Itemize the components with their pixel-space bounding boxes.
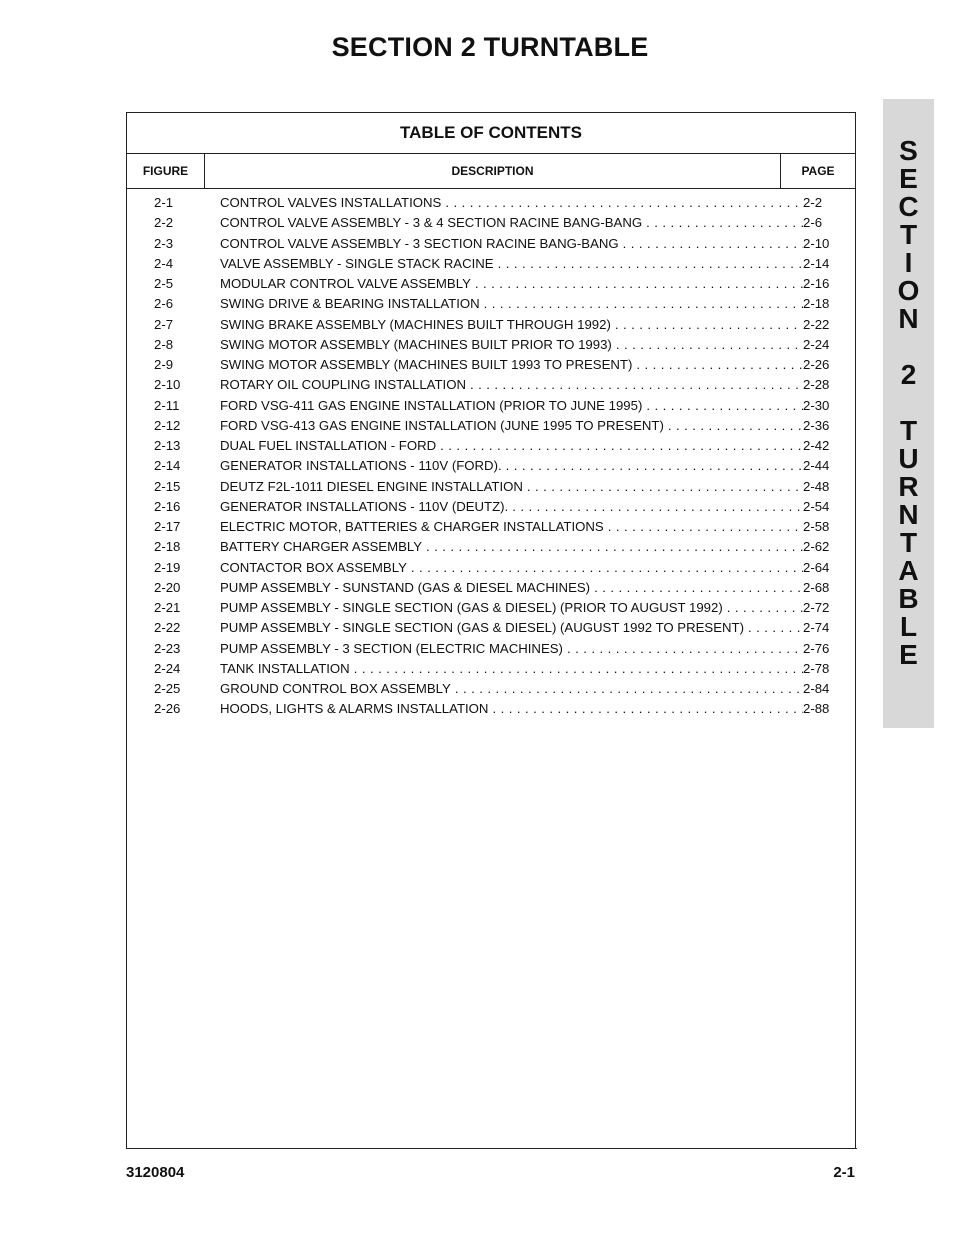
page-number: 2-1	[833, 1164, 855, 1181]
toc-entry-description: PUMP ASSEMBLY - SINGLE SECTION (GAS & DIESEL) (AUGUST 1992 TO PRESENT) . . .	[220, 618, 803, 638]
toc-entry[interactable]	[127, 436, 855, 456]
toc-entry[interactable]	[127, 537, 855, 557]
toc-entry-description: HOODS, LIGHTS & ALARMS INSTALLATION . . .	[220, 699, 803, 719]
column-header-figure: FIGURE	[127, 154, 205, 188]
side-tab-letter: S	[899, 135, 918, 166]
toc-entry-description: PUMP ASSEMBLY - SUNSTAND (GAS & DIESEL MACHINES) . . .	[220, 578, 803, 598]
toc-entry[interactable]	[127, 598, 855, 618]
toc-entry-description: VALVE ASSEMBLY - SINGLE STACK RACINE . . .	[220, 254, 803, 274]
toc-entry-figure: 2-20	[154, 579, 181, 595]
side-tab-letter: R	[898, 471, 919, 502]
toc-entry-figure: 2-9	[154, 357, 174, 372]
toc-entry-page: 2-44	[803, 456, 829, 476]
toc-entry-figure: 2-4	[154, 255, 174, 271]
toc-entry-page: 2-72	[803, 598, 829, 618]
column-header-page: PAGE	[801, 164, 835, 178]
toc-entry-description: PUMP ASSEMBLY - 3 SECTION (ELECTRIC MACHINES) . . .	[220, 639, 803, 659]
toc-entry-description: SWING MOTOR ASSEMBLY (MACHINES BUILT PRIOR TO 1993) . . .	[220, 335, 803, 355]
toc-entry-page: 2-10	[803, 234, 829, 254]
toc-heading: TABLE OF CONTENTS	[127, 113, 855, 154]
toc-entry-figure: 2-24	[154, 660, 181, 676]
toc-entry-page: 2-2	[803, 193, 822, 213]
toc-entry[interactable]	[127, 699, 855, 719]
toc-entry[interactable]	[127, 578, 855, 598]
toc-entry-page: 2-84	[803, 679, 829, 699]
side-tab-letter: U	[898, 443, 919, 474]
toc-entry[interactable]	[127, 355, 855, 375]
toc-entry-description: MODULAR CONTROL VALVE ASSEMBLY . . .	[220, 274, 803, 294]
toc-entry[interactable]	[127, 213, 855, 233]
toc-entry[interactable]	[127, 659, 855, 679]
toc-entry-page: 2-48	[803, 477, 829, 497]
toc-entry-figure: 2-25	[154, 681, 181, 696]
toc-entry[interactable]	[127, 558, 855, 578]
section-side-tab	[883, 99, 934, 728]
toc-entry-page: 2-76	[803, 639, 829, 659]
document-number: 3120804	[126, 1164, 185, 1181]
toc-entry-figure: 2-21	[154, 600, 181, 615]
toc-entry-description: GROUND CONTROL BOX ASSEMBLY . . .	[220, 679, 803, 699]
toc-entry[interactable]	[127, 618, 855, 638]
toc-entry-figure: 2-3	[154, 235, 174, 251]
toc-entry[interactable]	[127, 234, 855, 254]
toc-entry[interactable]	[127, 294, 855, 314]
toc-entry-description: CONTROL VALVE ASSEMBLY - 3 SECTION RACINE BANG-BANG . . .	[220, 234, 803, 254]
toc-entry[interactable]	[127, 639, 855, 659]
toc-entry[interactable]	[127, 477, 855, 497]
toc-entry-description: FORD VSG-413 GAS ENGINE INSTALLATION (JUNE 1995 TO PRESENT) . . .	[220, 416, 803, 436]
toc-entry-figure: 2-15	[154, 478, 181, 494]
side-tab-letter: N	[898, 303, 919, 334]
toc-entry-figure: 2-12	[154, 417, 181, 433]
toc-entry-description: TANK INSTALLATION . . .	[220, 659, 803, 679]
toc-entry-page: 2-42	[803, 436, 829, 456]
toc-entry-page: 2-24	[803, 335, 829, 355]
toc-entry-page: 2-58	[803, 517, 829, 537]
column-header-description: DESCRIPTION	[205, 154, 781, 188]
side-tab-letter: B	[898, 583, 919, 614]
toc-entry-figure: 2-8	[154, 336, 174, 352]
toc-entry-page: 2-14	[803, 254, 829, 274]
toc-entry[interactable]	[127, 193, 855, 213]
toc-entry-description: PUMP ASSEMBLY - SINGLE SECTION (GAS & DIESEL) (PRIOR TO AUGUST 1992) . . .	[220, 598, 803, 618]
toc-entry-page: 2-6	[803, 213, 822, 233]
toc-entry-description: CONTROL VALVES INSTALLATIONS . . .	[220, 193, 803, 213]
toc-entry[interactable]	[127, 416, 855, 436]
toc-entry-figure: 2-14	[154, 458, 181, 474]
toc-entry-page: 2-78	[803, 659, 829, 679]
toc-entry-figure: 2-2	[154, 215, 174, 231]
toc-entry[interactable]	[127, 335, 855, 355]
toc-entry-page: 2-30	[803, 396, 829, 416]
side-tab-letter: T	[899, 527, 918, 558]
toc-entry-page: 2-74	[803, 618, 829, 638]
toc-entry-page: 2-64	[803, 558, 829, 578]
toc-entry-description: CONTROL VALVE ASSEMBLY - 3 & 4 SECTION RACINE BANG-BANG . . .	[220, 213, 803, 233]
side-tab-letter: N	[898, 499, 919, 530]
toc-entry-figure: 2-13	[154, 438, 181, 453]
toc-entry-figure: 2-1	[154, 195, 174, 210]
toc-entry-description: GENERATOR INSTALLATIONS - 110V (DEUTZ). . . .	[220, 497, 803, 517]
table-of-contents	[126, 112, 856, 1148]
toc-entry-page: 2-18	[803, 294, 829, 314]
toc-entry-figure: 2-19	[154, 559, 181, 575]
page-title: SECTION 2 TURNTABLE	[331, 32, 649, 62]
side-tab-letter: O	[897, 275, 920, 306]
toc-entry-description: BATTERY CHARGER ASSEMBLY . . .	[220, 537, 803, 557]
side-tab-letter: L	[899, 611, 918, 642]
toc-entry-description: SWING DRIVE & BEARING INSTALLATION . . .	[220, 294, 803, 314]
toc-entry-figure: 2-23	[154, 640, 181, 656]
footer-rule	[126, 1148, 857, 1149]
toc-entry-description: SWING BRAKE ASSEMBLY (MACHINES BUILT THROUGH 1992) . . .	[220, 315, 803, 335]
side-tab-letter: I	[904, 247, 913, 278]
toc-entry-figure: 2-5	[154, 276, 174, 291]
toc-entry-page: 2-62	[803, 537, 829, 557]
toc-entry-page: 2-28	[803, 375, 829, 395]
toc-entries	[127, 193, 855, 720]
toc-entry-figure: 2-6	[154, 296, 174, 312]
toc-entry[interactable]	[127, 396, 855, 416]
toc-entry[interactable]	[127, 274, 855, 294]
toc-entry-description: ELECTRIC MOTOR, BATTERIES & CHARGER INSTALLATIONS . . .	[220, 517, 803, 537]
toc-entry-description: DEUTZ F2L-1011 DIESEL ENGINE INSTALLATION . . .	[220, 477, 803, 497]
toc-entry[interactable]	[127, 375, 855, 395]
side-tab-letter: E	[899, 163, 918, 194]
toc-entry-page: 2-26	[803, 355, 829, 375]
toc-entry-page: 2-68	[803, 578, 829, 598]
side-tab-letter: C	[898, 191, 919, 222]
toc-entry-figure: 2-26	[154, 701, 181, 717]
toc-entry-figure: 2-22	[154, 620, 181, 636]
toc-entry-page: 2-36	[803, 416, 829, 436]
toc-entry[interactable]	[127, 254, 855, 274]
toc-entry-description: ROTARY OIL COUPLING INSTALLATION . . .	[220, 375, 803, 395]
side-tab-letter: 2	[900, 359, 917, 390]
side-tab-letter: T	[899, 219, 918, 250]
toc-entry[interactable]	[127, 456, 855, 476]
toc-entry[interactable]	[127, 679, 855, 699]
toc-entry-description: DUAL FUEL INSTALLATION - FORD . . .	[220, 436, 803, 456]
toc-entry-figure: 2-10	[154, 377, 181, 393]
toc-column-headers	[127, 154, 855, 189]
toc-entry[interactable]	[127, 517, 855, 537]
toc-entry-figure: 2-18	[154, 539, 181, 555]
toc-entry-page: 2-88	[803, 699, 829, 719]
toc-entry-figure: 2-16	[154, 498, 181, 514]
toc-entry-figure: 2-17	[154, 519, 181, 534]
toc-entry-description: SWING MOTOR ASSEMBLY (MACHINES BUILT 1993 TO PRESENT) . . .	[220, 355, 803, 375]
toc-entry-description: FORD VSG-411 GAS ENGINE INSTALLATION (PRIOR TO JUNE 1995) . . .	[220, 396, 803, 416]
toc-entry[interactable]	[127, 315, 855, 335]
toc-entry-figure: 2-11	[154, 397, 180, 413]
toc-entry-page: 2-22	[803, 315, 829, 335]
side-tab-letter: E	[899, 639, 918, 670]
toc-entry-description: GENERATOR INSTALLATIONS - 110V (FORD). . . .	[220, 456, 803, 476]
toc-entry-description: CONTACTOR BOX ASSEMBLY . . .	[220, 558, 803, 578]
toc-entry-page: 2-54	[803, 497, 829, 517]
toc-entry-figure: 2-7	[154, 316, 174, 332]
side-tab-letter: T	[899, 415, 918, 446]
toc-entry[interactable]	[127, 497, 855, 517]
side-tab-letter: A	[898, 555, 919, 586]
toc-entry-page: 2-16	[803, 274, 829, 294]
